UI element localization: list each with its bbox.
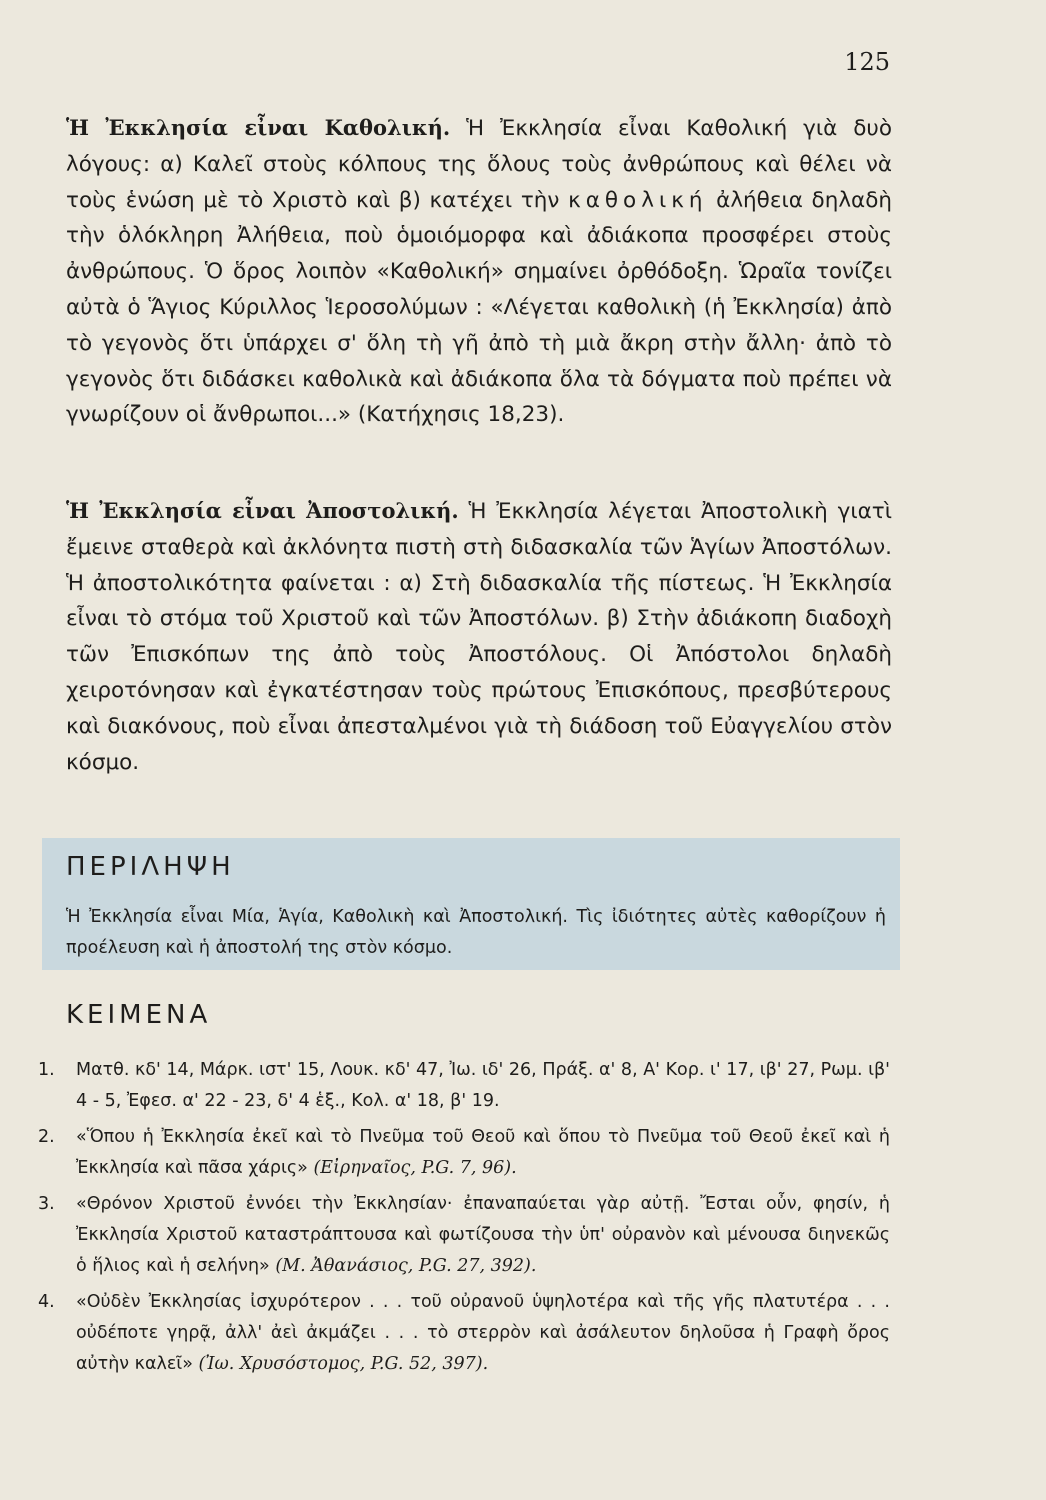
spaced-emphasis-word: καθολική <box>568 187 708 213</box>
reference-number: 3. <box>38 1194 55 1214</box>
reference-citation: (Εἰρηναῖος, P.G. 7, 96). <box>313 1158 517 1178</box>
summary-title: ΠΕΡΙΛΗΨΗ <box>66 852 235 882</box>
reference-text <box>76 1055 890 1117</box>
section-heading-apostolic: Ἡ Ἐκκλησία εἶναι Ἀποστολική. <box>66 498 459 523</box>
section-apostolic <box>66 493 892 780</box>
section-text-apostolic: Ἡ Ἐκκλησία λέγεται Ἀποστολικὴ γιατὶ ἔμεινε σταθερὰ καὶ ἀκλόνητα πιστὴ στὴ διδασκαλία τῶν Ἁγίων Ἀποστόλων. Ἡ ἀποστολικότητα φαίνεται : α) Στὴ διδασκαλία τῆς πίστεως. Ἡ Ἐκκλησία εἶναι τὸ στόμα τοῦ Χριστοῦ καὶ τῶν Ἀποστόλων. β) Στὴν ἀδιάκοπη διαδοχὴ τῶν Ἐπισκόπων της ἀπὸ τοὺς Ἀποστόλους. Οἱ Ἀπόστολοι δηλαδὴ χειροτόνησαν καὶ ἐγκατέστησαν τοὺς πρώτους Ἐπισκόπους, πρεσβύτερους καὶ διακόνους, ποὺ εἶναι ἀπεσταλμένοι γιὰ τὴ διάδοση τοῦ Εὐαγγελίου στὸν κόσμο. <box>66 499 892 775</box>
summary-text: Ἡ Ἐκκλησία εἶναι Μία, Ἁγία, Καθολικὴ καὶ Ἀποστολική. Τὶς ἰδιότητες αὐτὲς καθορίζουν ἡ προέλευση καὶ ἡ ἀποστολή της στὸν κόσμο. <box>66 907 886 958</box>
section-text-catholic-part1: Ἡ Ἐκκλησία εἶναι Καθολική γιὰ δυὸ λόγους: α) Καλεῖ στοὺς κόλπους της ὅλους τοὺς ἀνθρώπους καὶ θέλει νὰ τοὺς ἑνώση μὲ τὸ Χριστὸ καὶ β) κατέχει τὴν <box>66 116 892 213</box>
reference-number: 2. <box>38 1127 55 1147</box>
reference-item <box>38 1055 890 1117</box>
reference-item <box>38 1122 890 1184</box>
reference-body: Ματθ. κδ' 14, Μάρκ. ιστ' 15, Λουκ. κδ' 47, Ἰω. ιδ' 26, Πράξ. α' 8, Α' Κορ. ι' 17, ιβ' 27, Ρωμ. ιβ' 4 - 5, Ἐφεσ. α' 22 - 23, δ' 4 ἑξ., Κολ. α' 18, β' 19. <box>76 1060 890 1111</box>
reference-item <box>38 1189 890 1282</box>
reference-text <box>76 1189 890 1282</box>
reference-body: «Θρόνον Χριστοῦ ἐννόει τὴν Ἐκκλησίαν· ἐπαναπαύεται γὰρ αὐτῇ. Ἔσται οὖν, φησίν, ἡ Ἐκκλησία Χριστοῦ καταστράπτουσα καὶ φωτίζουσα τὴν ὑπ' οὐρανὸν καὶ μένουσα διηνεκῶς ὁ ἥλιος καὶ ἡ σελήνη» <box>76 1194 890 1276</box>
reference-citation: (Ἰω. Χρυσόστομος, P.G. 52, 397). <box>198 1354 489 1374</box>
reference-item <box>38 1287 890 1380</box>
reference-number: 4. <box>38 1292 55 1312</box>
reference-body: «Οὐδὲν Ἐκκλησίας ἰσχυρότερον . . . τοῦ οὐρανοῦ ὑψηλοτέρα καὶ τῆς γῆς πλατυτέρα . . . οὐδέποτε γηρᾷ, ἀλλ' ἀεὶ ἀκμάζει . . . τὸ στερρὸν καὶ ἀσάλευτον δηλοῦσα ἡ Γραφὴ ὄρος αὐτὴν καλεῖ» <box>76 1292 890 1374</box>
texts-title: ΚΕΙΜΕΝΑ <box>66 1000 212 1030</box>
reference-body: «Ὅπου ἡ Ἐκκλησία ἐκεῖ καὶ τὸ Πνεῦμα τοῦ Θεοῦ καὶ ὅπου τὸ Πνεῦμα τοῦ Θεοῦ ἐκεῖ καὶ ἡ Ἐκκλησία καὶ πᾶσα χάρις» <box>76 1127 890 1178</box>
reference-citation: (Μ. Ἀθανάσιος, P.G. 27, 392). <box>275 1256 537 1276</box>
reference-number: 1. <box>38 1060 55 1080</box>
page-number: 125 <box>844 48 890 76</box>
reference-text <box>76 1287 890 1380</box>
section-text-catholic-part2: ἀλήθεια δηλαδὴ τὴν ὁλόκληρη Ἀλήθεια, ποὺ ὁμοιόμορφα καὶ ἀδιάκοπα προσφέρει στοὺς ἀνθρώπους. Ὁ ὅρος λοιπὸν «Καθολική» σημαίνει ὀρθόδοξη. Ὡραῖα τονίζει αὐτὰ ὁ Ἅγιος Κύριλλος Ἱεροσολύμων : «Λέγεται καθολικὴ (ἡ Ἐκκλησία) ἀπὸ τὸ γεγονὸς ὅτι ὑπάρχει σ' ὅλη τὴ γῆ ἀπὸ τὴ μιὰ ἄκρη στὴν ἄλλη· ἀπὸ τὸ γεγονὸς ὅτι διδάσκει καθολικὰ καὶ ἀδιάκοπα ὅλα τὰ δόγματα ποὺ πρέπει νὰ γνωρίζουν οἱ ἄνθρωποι...» (Κατήχησις 18,23). <box>66 187 892 428</box>
section-catholic <box>66 110 892 433</box>
reference-text <box>76 1122 890 1184</box>
section-heading-catholic: Ἡ Ἐκκλησία εἶναι Καθολική. <box>66 115 451 140</box>
references-list <box>38 1055 890 1385</box>
